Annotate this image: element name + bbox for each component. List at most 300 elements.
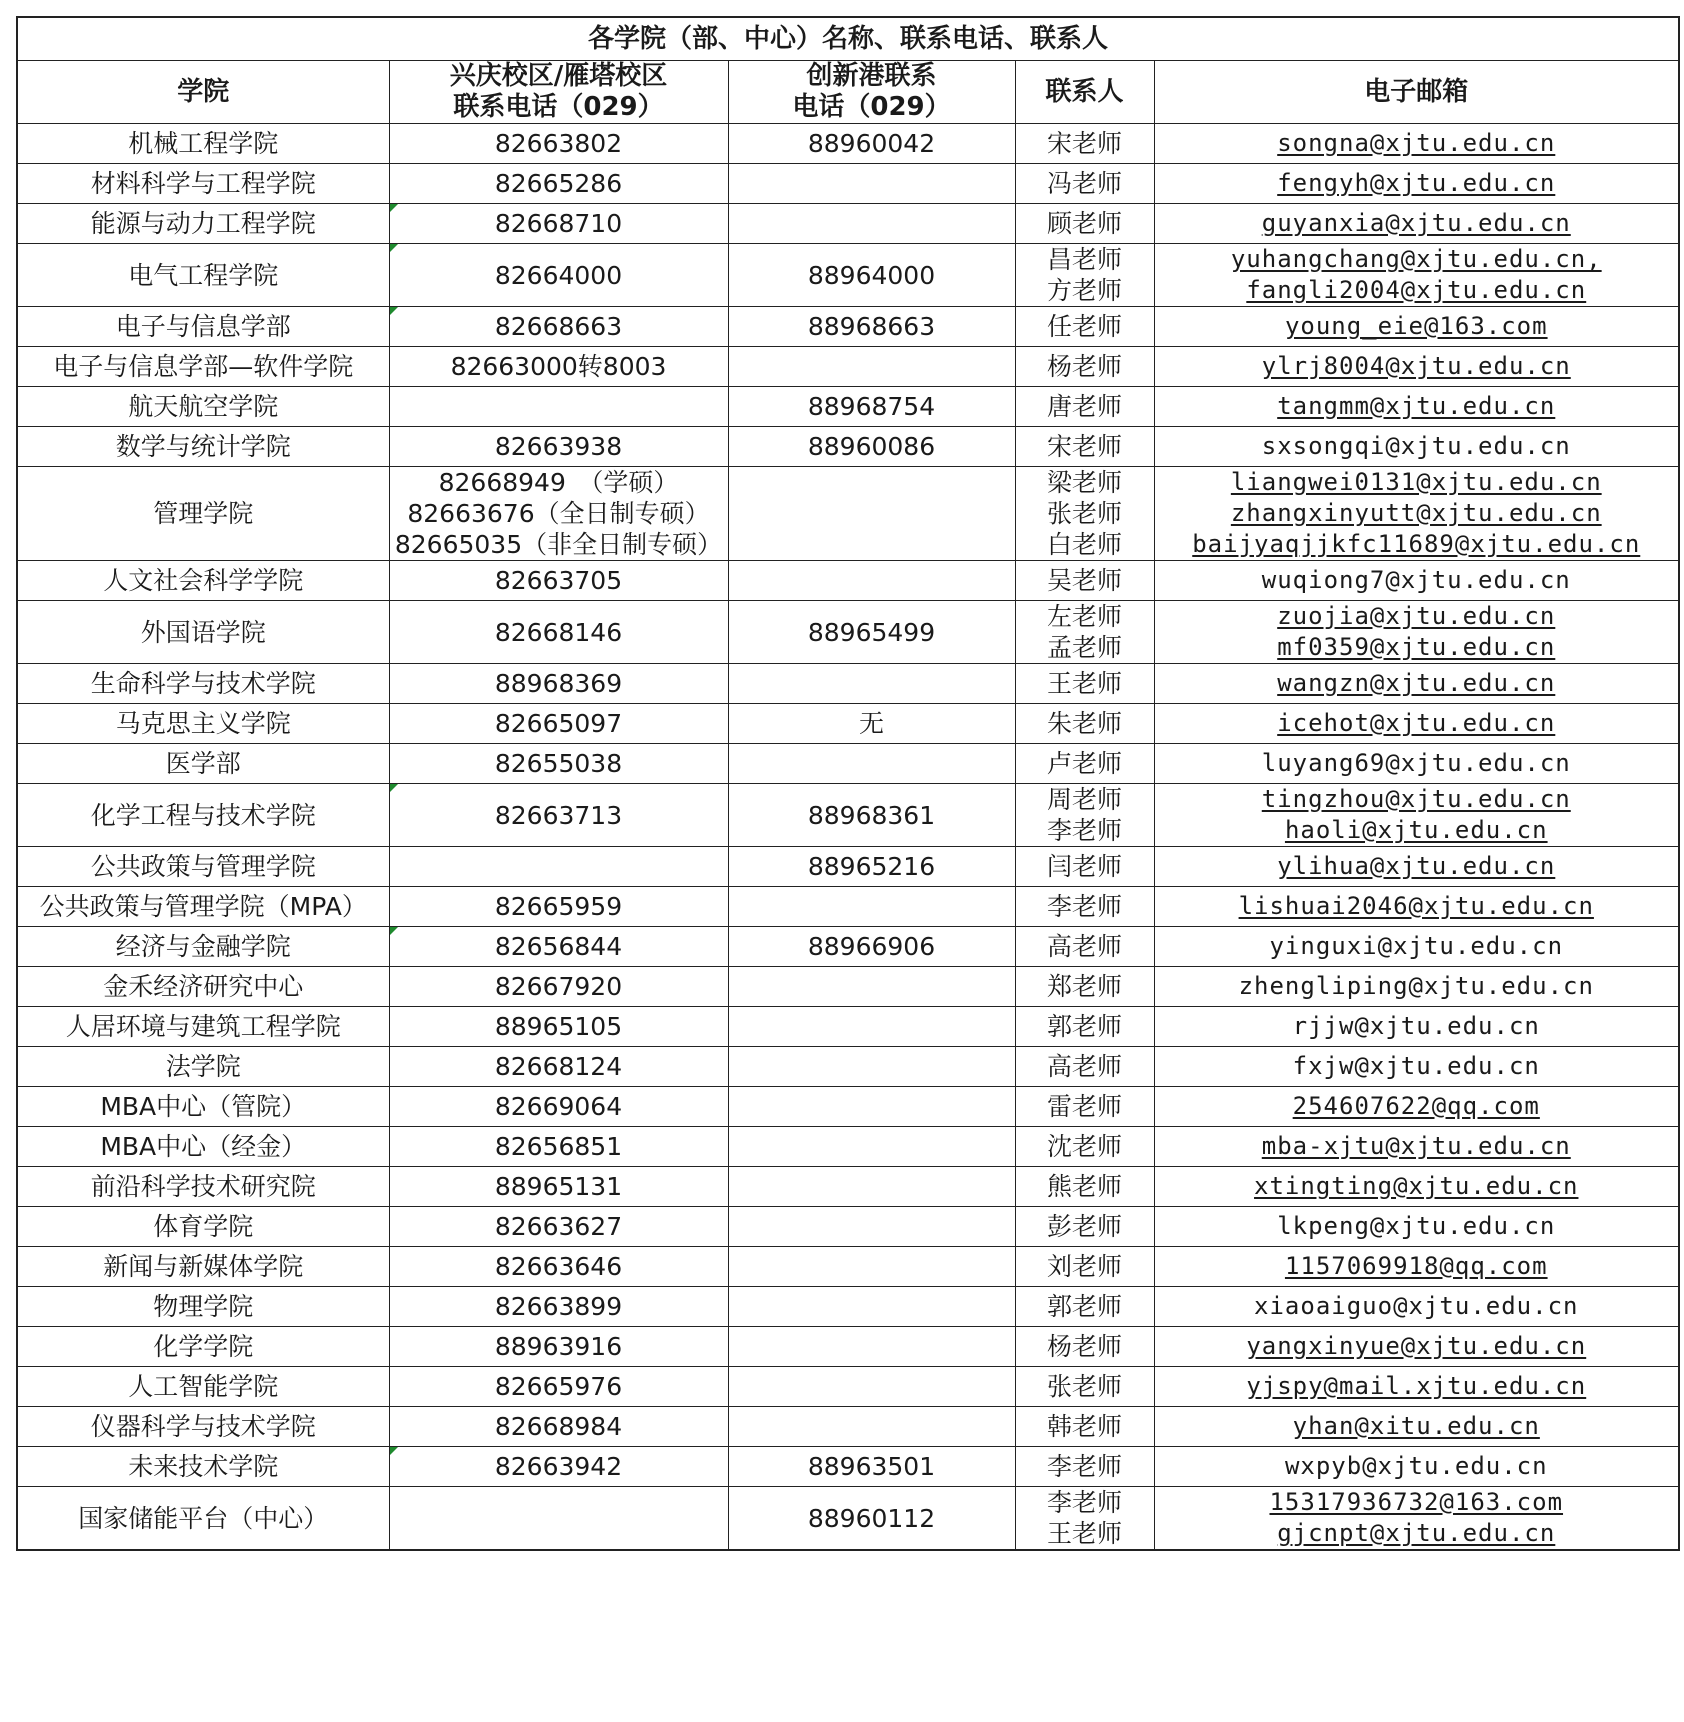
phone-cx	[728, 1247, 1015, 1287]
phone-xq	[389, 1127, 728, 1167]
contact-person-line: 卢老师	[1046, 749, 1122, 778]
phone-xq	[389, 1407, 728, 1447]
email-link[interactable]: tangmm@xjtu.edu.cn	[1277, 392, 1556, 420]
email-text: zhengliping@xjtu.edu.cn	[1238, 972, 1594, 1000]
email-cell	[1154, 1247, 1679, 1287]
phone-xq-line: 82665976	[494, 1372, 623, 1401]
email-text: rjjw@xjtu.edu.cn	[1292, 1012, 1540, 1040]
contact-person	[1015, 664, 1154, 704]
contact-person	[1015, 1407, 1154, 1447]
phone-xq	[389, 1487, 728, 1551]
phone-cx-line: 无	[858, 709, 884, 738]
phone-xq	[389, 887, 728, 927]
email-cell	[1154, 1087, 1679, 1127]
phone-cx	[728, 427, 1015, 467]
phone-xq	[389, 1327, 728, 1367]
contact-person	[1015, 1487, 1154, 1551]
header-phone-xq	[389, 61, 728, 124]
contact-person-line: 郭老师	[1046, 1292, 1122, 1321]
phone-xq	[389, 1007, 728, 1047]
phone-cx-line: 88960112	[807, 1503, 936, 1533]
email-link[interactable]: 1157069918@qq.com	[1284, 1252, 1548, 1280]
contact-person-line: 闫老师	[1046, 852, 1122, 881]
phone-cx	[728, 347, 1015, 387]
phone-cx	[728, 784, 1015, 847]
college-name: 前沿科学技术研究院	[17, 1167, 389, 1207]
contact-person	[1015, 967, 1154, 1007]
phone-xq-line: 82664000	[494, 260, 623, 290]
header-contact: 联系人	[1015, 61, 1154, 124]
college-name: 国家储能平台（中心）	[17, 1487, 389, 1551]
phone-cx-line: 88965216	[807, 852, 936, 881]
table-row	[17, 1327, 1679, 1367]
phone-xq-line: 82668949 （学硕）	[438, 468, 679, 497]
college-name: 人文社会科学学院	[17, 561, 389, 601]
college-name: 化学工程与技术学院	[17, 784, 389, 847]
phone-xq	[389, 1367, 728, 1407]
phone-cx	[728, 967, 1015, 1007]
college-name: 公共政策与管理学院	[17, 847, 389, 887]
college-name: MBA中心（管院）	[17, 1087, 389, 1127]
email-text: fxjw@xjtu.edu.cn	[1292, 1052, 1540, 1080]
phone-xq-line: 82663646	[494, 1252, 623, 1281]
contact-person-line: 郭老师	[1046, 1012, 1122, 1041]
phone-xq-line: 82663899	[494, 1292, 623, 1321]
table-row	[17, 204, 1679, 244]
phone-xq	[389, 784, 728, 847]
header-phone-cx	[728, 61, 1015, 124]
table-row	[17, 1007, 1679, 1047]
phone-xq	[389, 664, 728, 704]
college-name: 马克思主义学院	[17, 704, 389, 744]
phone-cx-line: 88966906	[807, 932, 936, 961]
email-link[interactable]: ylrj8004@xjtu.edu.cn	[1261, 352, 1571, 380]
email-link[interactable]: zuojia@xjtu.edu.cn	[1277, 602, 1556, 630]
phone-xq	[389, 744, 728, 784]
phone-xq	[389, 204, 728, 244]
table-row	[17, 744, 1679, 784]
phone-xq	[389, 244, 728, 307]
phone-xq	[389, 387, 728, 427]
contact-person-line: 周老师	[1046, 785, 1122, 814]
contact-person	[1015, 601, 1154, 664]
phone-xq-line: 82668710	[494, 209, 623, 238]
header-phone-xq-line1: 兴庆校区/雁塔校区	[449, 61, 668, 91]
header-phone-cx-line2: 电话（029）	[792, 92, 951, 122]
contact-person-line: 顾老师	[1046, 209, 1122, 238]
email-cell	[1154, 467, 1679, 561]
phone-xq-line: 82669064	[494, 1092, 623, 1121]
email-link[interactable]: yjspy@mail.xjtu.edu.cn	[1246, 1372, 1587, 1400]
contact-person-line: 刘老师	[1046, 1252, 1122, 1281]
college-name: 医学部	[17, 744, 389, 784]
email-cell	[1154, 244, 1679, 307]
college-name: 金禾经济研究中心	[17, 967, 389, 1007]
phone-cx	[728, 387, 1015, 427]
contact-person-line: 高老师	[1046, 932, 1122, 961]
table-row	[17, 1127, 1679, 1167]
contact-person	[1015, 244, 1154, 307]
phone-xq-line: 82668124	[494, 1052, 623, 1081]
email-link[interactable]: tingzhou@xjtu.edu.cn	[1261, 785, 1571, 813]
contact-person-line: 孟老师	[1046, 633, 1122, 662]
email-link[interactable]: xtingting@xjtu.edu.cn	[1254, 1172, 1579, 1200]
table-row	[17, 784, 1679, 847]
email-link[interactable]: wangzn@xjtu.edu.cn	[1277, 669, 1556, 697]
phone-xq-line: 82668146	[494, 617, 623, 647]
college-name: 法学院	[17, 1047, 389, 1087]
email-link[interactable]: mba-xjtu@xjtu.edu.cn	[1261, 1132, 1571, 1160]
contact-person-line: 宋老师	[1046, 432, 1122, 461]
email-link[interactable]: yuhangchang@xjtu.edu.cn,	[1230, 245, 1602, 273]
table-row	[17, 1047, 1679, 1087]
college-name: 仪器科学与技术学院	[17, 1407, 389, 1447]
contact-person-line: 彭老师	[1046, 1212, 1122, 1241]
table-row	[17, 1487, 1679, 1551]
contact-person	[1015, 704, 1154, 744]
phone-cx	[728, 887, 1015, 927]
email-cell	[1154, 744, 1679, 784]
contact-person-line: 张老师	[1046, 499, 1122, 528]
table-row	[17, 1287, 1679, 1327]
contact-person-line: 李老师	[1046, 816, 1122, 845]
header-email: 电子邮箱	[1154, 61, 1679, 124]
contact-person-line: 李老师	[1046, 1488, 1122, 1517]
contact-person	[1015, 124, 1154, 164]
email-cell	[1154, 1327, 1679, 1367]
college-name: 人工智能学院	[17, 1367, 389, 1407]
phone-xq-line: 82665286	[494, 169, 623, 198]
contact-person-line: 杨老师	[1046, 352, 1122, 381]
college-name: 体育学院	[17, 1207, 389, 1247]
table-row	[17, 307, 1679, 347]
phone-cx-line: 88960042	[807, 129, 936, 158]
email-cell	[1154, 347, 1679, 387]
phone-xq-line: 82668663	[494, 312, 623, 341]
email-cell	[1154, 664, 1679, 704]
contact-table	[16, 16, 1680, 1551]
table-row	[17, 704, 1679, 744]
table-row	[17, 927, 1679, 967]
email-link[interactable]: guyanxia@xjtu.edu.cn	[1261, 209, 1571, 237]
phone-xq-line: 82665959	[494, 892, 623, 921]
contact-person-line: 宋老师	[1046, 129, 1122, 158]
college-name: 生命科学与技术学院	[17, 664, 389, 704]
college-name: 人居环境与建筑工程学院	[17, 1007, 389, 1047]
phone-cx	[728, 664, 1015, 704]
table-row	[17, 467, 1679, 561]
header-phone-xq-line2: 联系电话（029）	[453, 92, 664, 122]
email-link[interactable]: mf0359@xjtu.edu.cn	[1277, 633, 1556, 661]
phone-cx	[728, 704, 1015, 744]
contact-person	[1015, 784, 1154, 847]
phone-xq-line: 82663000转8003	[450, 352, 667, 381]
email-cell	[1154, 1047, 1679, 1087]
email-link[interactable]: icehot@xjtu.edu.cn	[1277, 709, 1556, 737]
contact-person	[1015, 1247, 1154, 1287]
phone-xq	[389, 1207, 728, 1247]
contact-person-line: 任老师	[1046, 312, 1122, 341]
email-link[interactable]: fangli2004@xjtu.edu.cn	[1246, 276, 1587, 304]
phone-cx	[728, 1447, 1015, 1487]
email-cell	[1154, 204, 1679, 244]
contact-person-line: 左老师	[1046, 602, 1122, 631]
phone-xq	[389, 467, 728, 561]
contact-person	[1015, 347, 1154, 387]
email-link[interactable]: liangwei0131@xjtu.edu.cn	[1230, 468, 1602, 496]
contact-person	[1015, 1287, 1154, 1327]
table-row	[17, 387, 1679, 427]
college-name: MBA中心（经金）	[17, 1127, 389, 1167]
phone-xq-line: 82663938	[494, 432, 623, 461]
phone-cx	[728, 1407, 1015, 1447]
email-cell	[1154, 1287, 1679, 1327]
phone-xq-line: 82668984	[494, 1412, 623, 1441]
phone-cx	[728, 1327, 1015, 1367]
phone-xq	[389, 347, 728, 387]
phone-cx	[728, 244, 1015, 307]
contact-person-line: 高老师	[1046, 1052, 1122, 1081]
phone-xq-line: 88965131	[494, 1172, 623, 1201]
phone-cx	[728, 307, 1015, 347]
college-name: 新闻与新媒体学院	[17, 1247, 389, 1287]
phone-cx-line: 88968361	[807, 800, 936, 830]
table-row	[17, 1207, 1679, 1247]
email-link[interactable]: lishuai2046@xjtu.edu.cn	[1238, 892, 1594, 920]
contact-person-line: 李老师	[1046, 892, 1122, 921]
college-name: 电子与信息学部—软件学院	[17, 347, 389, 387]
contact-person-line: 方老师	[1046, 276, 1122, 305]
phone-cx	[728, 204, 1015, 244]
table-row	[17, 847, 1679, 887]
phone-cx	[728, 124, 1015, 164]
table-row	[17, 561, 1679, 601]
email-link[interactable]: haoli@xjtu.edu.cn	[1284, 816, 1548, 844]
contact-person	[1015, 427, 1154, 467]
contact-person-line: 唐老师	[1046, 392, 1122, 421]
phone-xq	[389, 1447, 728, 1487]
phone-xq-line: 82667920	[494, 972, 623, 1001]
phone-xq-line: 82656844	[494, 932, 623, 961]
email-cell	[1154, 601, 1679, 664]
phone-cx-line: 88964000	[807, 260, 936, 290]
phone-xq-line: 82665035（非全日制专硕）	[394, 530, 723, 559]
phone-cx	[728, 467, 1015, 561]
email-text: wxpyb@xjtu.edu.cn	[1284, 1452, 1548, 1480]
college-name: 材料科学与工程学院	[17, 164, 389, 204]
phone-xq	[389, 307, 728, 347]
contact-person	[1015, 1167, 1154, 1207]
phone-xq-line: 82665097	[494, 709, 623, 738]
table-row	[17, 1247, 1679, 1287]
phone-xq-line: 88968369	[494, 669, 623, 698]
email-cell	[1154, 124, 1679, 164]
email-link[interactable]: baijyaqjjkfc11689@xjtu.edu.cn	[1192, 530, 1641, 558]
email-cell	[1154, 1487, 1679, 1551]
phone-cx	[728, 1047, 1015, 1087]
phone-xq-line: 82663942	[494, 1452, 623, 1481]
college-name: 物理学院	[17, 1287, 389, 1327]
phone-cx	[728, 744, 1015, 784]
college-name: 数学与统计学院	[17, 427, 389, 467]
contact-person-line: 熊老师	[1046, 1172, 1122, 1201]
email-text: yinguxi@xjtu.edu.cn	[1269, 932, 1564, 960]
email-cell	[1154, 561, 1679, 601]
email-text: lkpeng@xjtu.edu.cn	[1277, 1212, 1556, 1240]
table-row	[17, 1367, 1679, 1407]
contact-person-line: 沈老师	[1046, 1132, 1122, 1161]
phone-xq	[389, 1167, 728, 1207]
email-cell	[1154, 387, 1679, 427]
contact-person	[1015, 1447, 1154, 1487]
phone-xq	[389, 601, 728, 664]
phone-xq	[389, 927, 728, 967]
phone-cx	[728, 1087, 1015, 1127]
phone-cx	[728, 1127, 1015, 1167]
email-link[interactable]: gjcnpt@xjtu.edu.cn	[1277, 1519, 1556, 1547]
contact-person	[1015, 1127, 1154, 1167]
email-cell	[1154, 1127, 1679, 1167]
phone-cx-line: 88963501	[807, 1452, 936, 1481]
contact-person-line: 李老师	[1046, 1452, 1122, 1481]
phone-xq-line: 82656851	[494, 1132, 623, 1161]
email-cell	[1154, 1007, 1679, 1047]
college-name: 管理学院	[17, 467, 389, 561]
email-link[interactable]: yangxinyue@xjtu.edu.cn	[1246, 1332, 1587, 1360]
email-cell	[1154, 927, 1679, 967]
contact-person-line: 吴老师	[1046, 566, 1122, 595]
email-cell	[1154, 307, 1679, 347]
email-text: luyang69@xjtu.edu.cn	[1261, 749, 1571, 777]
table-row	[17, 967, 1679, 1007]
phone-cx-line: 88968754	[807, 392, 936, 421]
phone-cx-line: 88965499	[807, 617, 936, 647]
contact-person-line: 杨老师	[1046, 1332, 1122, 1361]
phone-xq-line: 82663713	[494, 800, 623, 830]
email-link[interactable]: zhangxinyutt@xjtu.edu.cn	[1230, 499, 1602, 527]
contact-person-line: 王老师	[1046, 669, 1122, 698]
contact-person	[1015, 887, 1154, 927]
college-name: 电气工程学院	[17, 244, 389, 307]
contact-person-line: 冯老师	[1046, 169, 1122, 198]
email-cell	[1154, 164, 1679, 204]
email-link[interactable]: ylihua@xjtu.edu.cn	[1277, 852, 1556, 880]
phone-xq	[389, 1287, 728, 1327]
email-text: xiaoaiguo@xjtu.edu.cn	[1254, 1292, 1579, 1320]
phone-xq-line: 82663676（全日制专硕）	[407, 499, 710, 528]
table-row	[17, 1447, 1679, 1487]
college-name: 经济与金融学院	[17, 927, 389, 967]
email-cell	[1154, 1367, 1679, 1407]
phone-cx	[728, 1487, 1015, 1551]
phone-xq	[389, 561, 728, 601]
contact-person-line: 朱老师	[1046, 709, 1122, 738]
phone-cx-line: 88968663	[807, 312, 936, 341]
table-row	[17, 347, 1679, 387]
email-cell	[1154, 967, 1679, 1007]
phone-xq-line: 82663705	[494, 566, 623, 595]
phone-xq	[389, 967, 728, 1007]
contact-person	[1015, 847, 1154, 887]
email-cell	[1154, 887, 1679, 927]
email-cell	[1154, 1407, 1679, 1447]
phone-cx-line: 88960086	[807, 432, 936, 461]
phone-xq	[389, 1247, 728, 1287]
contact-person	[1015, 1327, 1154, 1367]
table-row	[17, 124, 1679, 164]
email-link[interactable]: 254607622@qq.com	[1292, 1092, 1540, 1120]
college-name: 电子与信息学部	[17, 307, 389, 347]
contact-person	[1015, 1007, 1154, 1047]
phone-cx	[728, 1007, 1015, 1047]
table-row	[17, 427, 1679, 467]
contact-person-line: 王老师	[1046, 1519, 1122, 1548]
contact-person	[1015, 1367, 1154, 1407]
phone-xq-line: 82655038	[494, 749, 623, 778]
email-link[interactable]: 15317936732@163.com	[1269, 1488, 1564, 1516]
email-cell	[1154, 847, 1679, 887]
email-link[interactable]: yhan@xitu.edu.cn	[1292, 1412, 1540, 1440]
phone-xq-line: 88963916	[494, 1332, 623, 1361]
phone-xq	[389, 847, 728, 887]
email-link[interactable]: fengyh@xjtu.edu.cn	[1277, 169, 1556, 197]
email-link[interactable]: young_eie@163.com	[1284, 312, 1548, 340]
phone-cx	[728, 847, 1015, 887]
email-text: sxsongqi@xjtu.edu.cn	[1261, 432, 1571, 460]
college-name: 化学学院	[17, 1327, 389, 1367]
email-link[interactable]: songna@xjtu.edu.cn	[1277, 129, 1556, 157]
contact-person-line: 雷老师	[1046, 1092, 1122, 1121]
table-row	[17, 1407, 1679, 1447]
phone-xq	[389, 427, 728, 467]
phone-xq	[389, 1087, 728, 1127]
table-row	[17, 244, 1679, 307]
college-name: 未来技术学院	[17, 1447, 389, 1487]
college-name: 能源与动力工程学院	[17, 204, 389, 244]
college-name: 航天航空学院	[17, 387, 389, 427]
phone-xq	[389, 124, 728, 164]
contact-person-line: 梁老师	[1046, 468, 1122, 497]
college-name: 外国语学院	[17, 601, 389, 664]
email-cell	[1154, 704, 1679, 744]
college-name: 机械工程学院	[17, 124, 389, 164]
email-cell	[1154, 1447, 1679, 1487]
phone-cx	[728, 561, 1015, 601]
contact-person	[1015, 1207, 1154, 1247]
phone-cx	[728, 1167, 1015, 1207]
contact-person	[1015, 1087, 1154, 1127]
contact-person	[1015, 927, 1154, 967]
email-text: wuqiong7@xjtu.edu.cn	[1261, 566, 1571, 594]
header-college: 学院	[17, 61, 389, 124]
phone-cx	[728, 164, 1015, 204]
contact-person	[1015, 307, 1154, 347]
phone-cx	[728, 1287, 1015, 1327]
contact-person	[1015, 387, 1154, 427]
phone-xq-line: 88965105	[494, 1012, 623, 1041]
table-row	[17, 1167, 1679, 1207]
contact-person-line: 郑老师	[1046, 972, 1122, 1001]
phone-xq	[389, 704, 728, 744]
phone-xq-line: 82663802	[494, 129, 623, 158]
email-cell	[1154, 427, 1679, 467]
table-title: 各学院（部、中心）名称、联系电话、联系人	[17, 17, 1679, 61]
contact-person-line: 昌老师	[1046, 245, 1122, 274]
contact-person-line: 韩老师	[1046, 1412, 1122, 1441]
email-cell	[1154, 1167, 1679, 1207]
phone-cx	[728, 1367, 1015, 1407]
table-row	[17, 664, 1679, 704]
